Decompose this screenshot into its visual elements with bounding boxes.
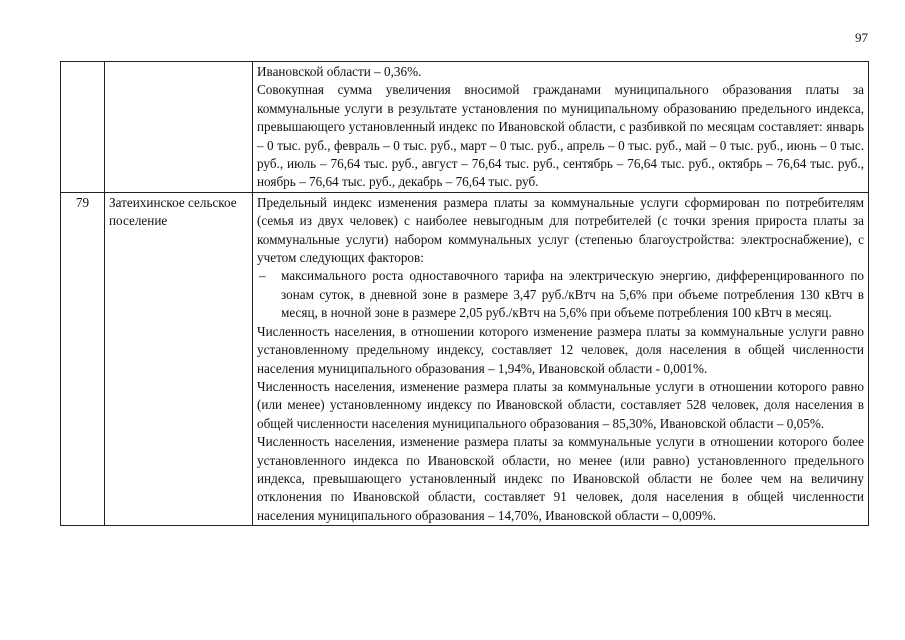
paragraph: Предельный индекс изменения размера платы за коммунальные услуги сформирован по потребителям (семья из двух человек) с наиболее невыгодным для потребителей (с точки зрения прироста платы за коммунальные услуги) набором коммунальных услуг (степенью благоустройства: электроснабжение), с учетом следующих факторов: xyxy=(257,194,864,266)
settlement-cell xyxy=(105,62,253,193)
paragraph: Совокупная сумма увеличения вносимой гражданами муниципального образования платы за коммунальные услуги в результате установления по муниципальному образованию предельного индекса, превышающего установленный индекс по Ивановской области, с разбивкой по месяцам составляет: январь – 0 тыс. руб., февраль – 0 тыс. руб., март – 0 тыс. руб., апрель – 0 тыс. руб., май – 0 тыс. руб., июнь – 0 тыс. руб., июль – 76,64 тыс. руб., август – 76,64 тыс. руб., сентябрь – 76,64 тыс. руб., октябрь – 76,64 тыс. руб., ноябрь – 76,64 тыс. руб., декабрь – 76,64 тыс. руб. xyxy=(257,82,864,190)
page-number: 97 xyxy=(855,30,868,45)
bullet-text: максимального роста одноставочного тарифа на электрическую энергию, дифференцированного по зонам суток, в дневной зоне в размере 3,47 руб./кВтч на 5,6% при объеме потребления 130 кВтч в месяц, в ночной зоне в размере 2,05 руб./кВтч на 5,6% при объеме потребления 100 кВтч в месяц. xyxy=(281,268,864,321)
bullet-dash: – xyxy=(259,268,266,284)
description-cell xyxy=(253,192,869,525)
paragraph: Численность населения, изменение размера платы за коммунальные услуги в отношении которого более установленного индекса по Ивановской области, но менее (или равно) установленного предельного индекса, превышающего установленный индекс по Ивановской области не более чем на величину отклонения по Ивановской области, составляет 91 человек, доля населения в общей численности населения муниципального образования – 14,70%, Ивановской области – 0,009%. xyxy=(257,434,864,523)
paragraph: Ивановской области – 0,36%. xyxy=(257,64,422,79)
table-row xyxy=(61,192,869,525)
paragraph: Численность населения, изменение размера платы за коммунальные услуги в отношении которого равно (или менее) установленному индексу по Ивановской области, составляет 528 человек, доля населения в общей численности населения муниципального образования – 85,30%, Ивановской области – 0,05%. xyxy=(257,378,864,431)
row-number-cell xyxy=(61,62,105,193)
settlement-cell: Затеихинское сельское поселение xyxy=(105,192,253,525)
paragraph: Численность населения, в отношении которого изменение размера платы за коммунальные услуги равно установленному предельному индексу, составляет 12 человек, доля населения в общей численности населения муниципального образования – 1,94%, Ивановской области - 0,001%. xyxy=(257,323,864,376)
bullet-item xyxy=(257,267,864,322)
row-number-cell: 79 xyxy=(61,192,105,525)
table-row xyxy=(61,62,869,193)
description-cell xyxy=(253,62,869,193)
document-table xyxy=(60,61,869,526)
